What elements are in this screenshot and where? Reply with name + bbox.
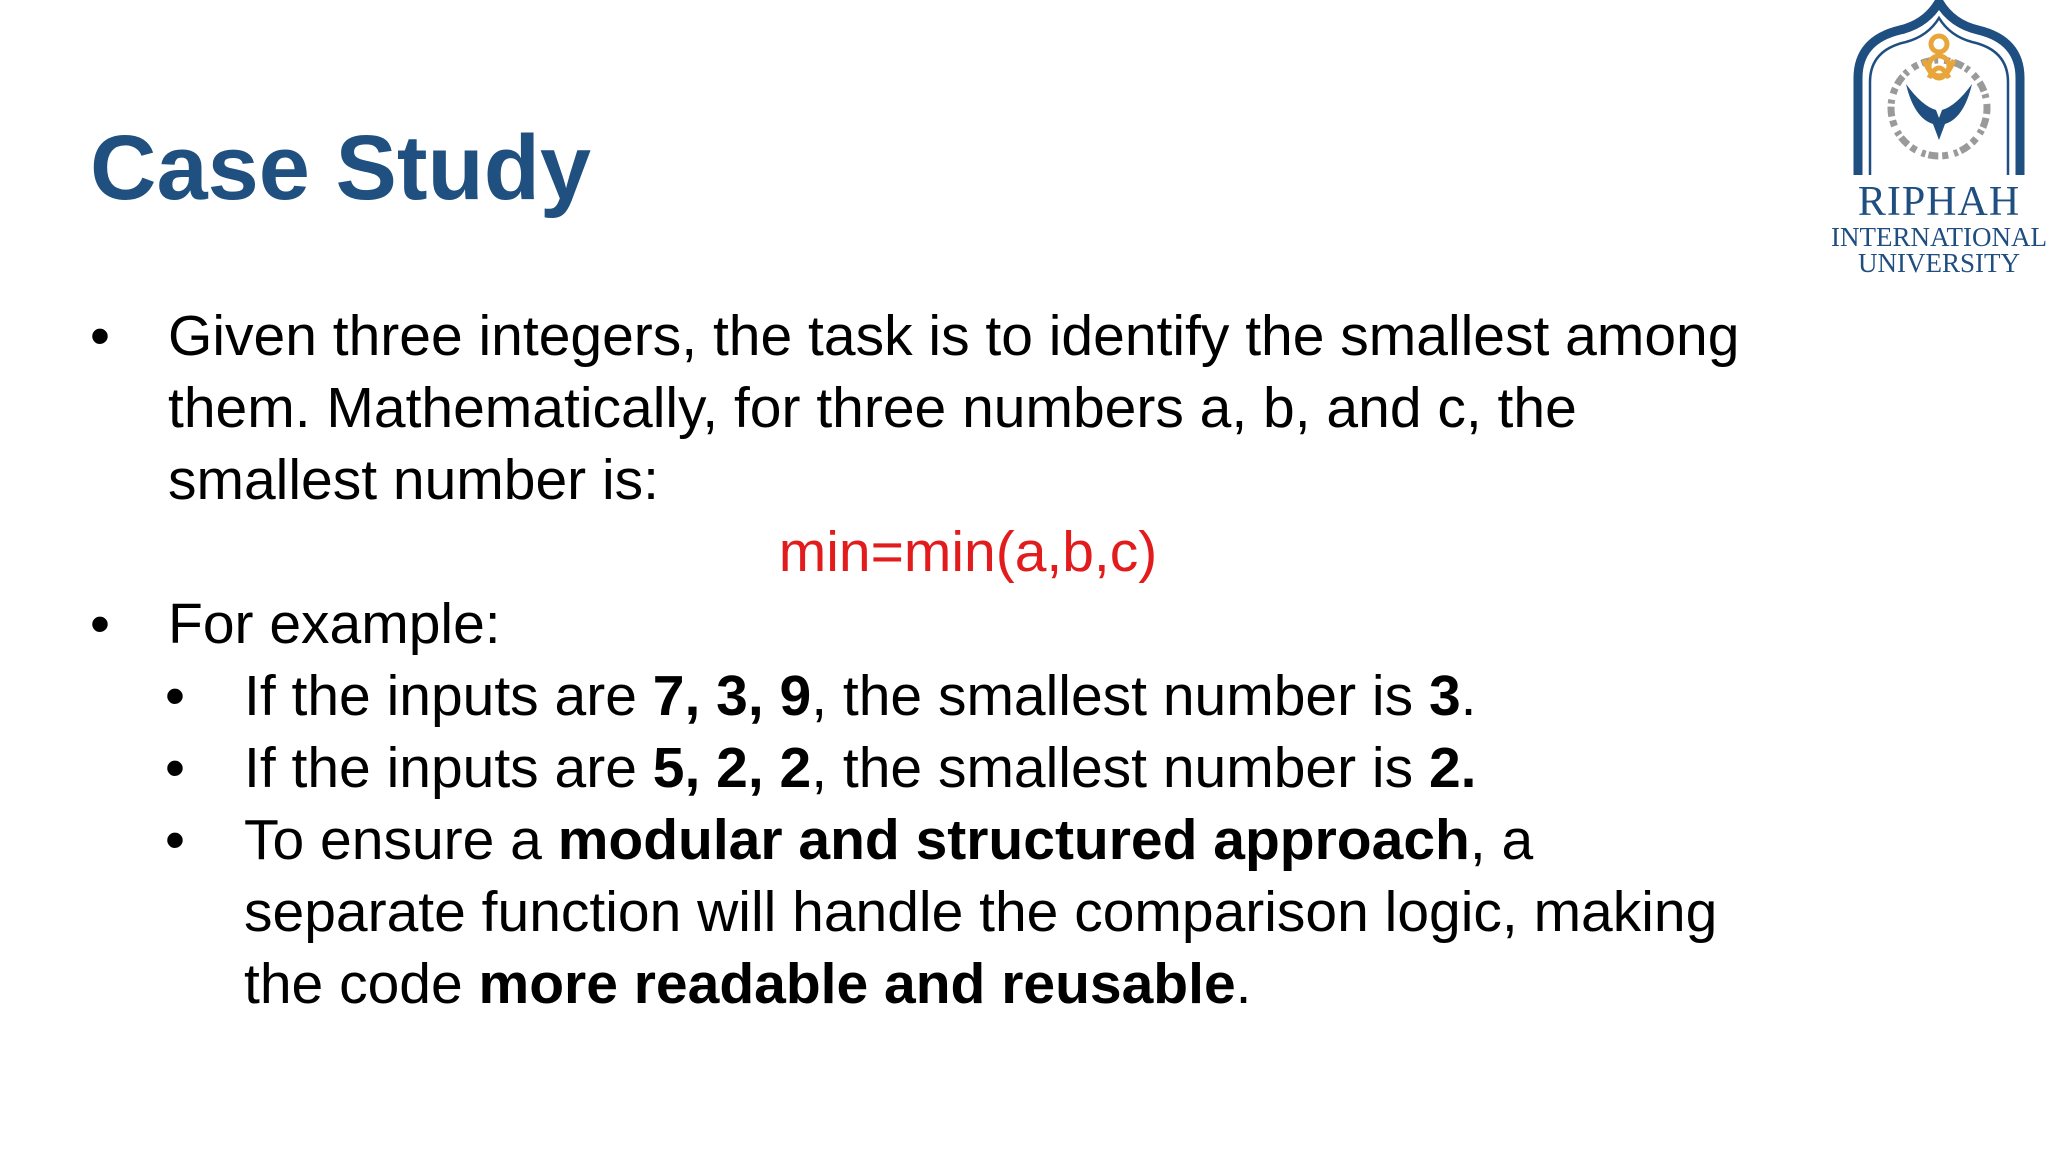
text-run: , the smallest number is [811, 736, 1429, 800]
logo-subtitle-line: UNIVERSITY [1858, 248, 2020, 278]
bullet-text: For example: [168, 592, 501, 656]
bullet-icon: • [165, 664, 185, 728]
formula: min=min(a,b,c) [778, 520, 1158, 584]
logo-wordmark: RIPHAH [1857, 179, 2021, 225]
bold-result: 2. [1428, 736, 1477, 800]
bold-inputs: 5, 2, 2 [652, 736, 812, 800]
slide-body [0, 300, 2048, 1020]
bold-result: 3 [1428, 664, 1461, 728]
sub-bullet-item [0, 732, 2048, 804]
text-line: Given three integers, the task is to identify the smallest among [168, 304, 1740, 368]
bullet-icon: • [90, 304, 110, 368]
text-run: . [1235, 952, 1252, 1016]
sub-bullet-text [0, 660, 2048, 732]
bullet-item [0, 300, 2048, 516]
bullet-text [0, 300, 2048, 516]
bullet-icon: • [165, 808, 185, 872]
text-line [244, 948, 2048, 1020]
text-run: the code [244, 952, 479, 1016]
text-run: . [1460, 664, 1477, 728]
bullet-icon: • [165, 736, 185, 800]
bold-inputs: 7, 3, 9 [652, 664, 812, 728]
logo-subtitle-line: INTERNATIONAL [1831, 222, 2047, 252]
text-run: To ensure a [244, 808, 558, 872]
text-run: , a [1469, 808, 1534, 872]
text-run: If the inputs are [244, 664, 653, 728]
text-run: If the inputs are [244, 736, 653, 800]
sub-bullet-item [0, 804, 2048, 1020]
bullet-icon: • [90, 592, 110, 656]
text-line: separate function will handle the comparison logic, making [244, 880, 1718, 944]
university-logo [1830, 0, 2048, 280]
text-run: , the smallest number is [811, 664, 1429, 728]
sub-bullet-text [0, 804, 2048, 1020]
sub-bullet-text [0, 732, 2048, 804]
sub-bullet-item [0, 660, 2048, 732]
bold-phrase: modular and structured approach [557, 808, 1470, 872]
slide-title: Case Study [90, 117, 592, 219]
bullet-item [0, 588, 2048, 660]
text-line: them. Mathematically, for three numbers a, b, and c, the [168, 376, 1577, 440]
bold-phrase: more readable and reusable [478, 952, 1236, 1016]
text-line [244, 804, 2048, 876]
text-line: smallest number is: [168, 448, 659, 512]
